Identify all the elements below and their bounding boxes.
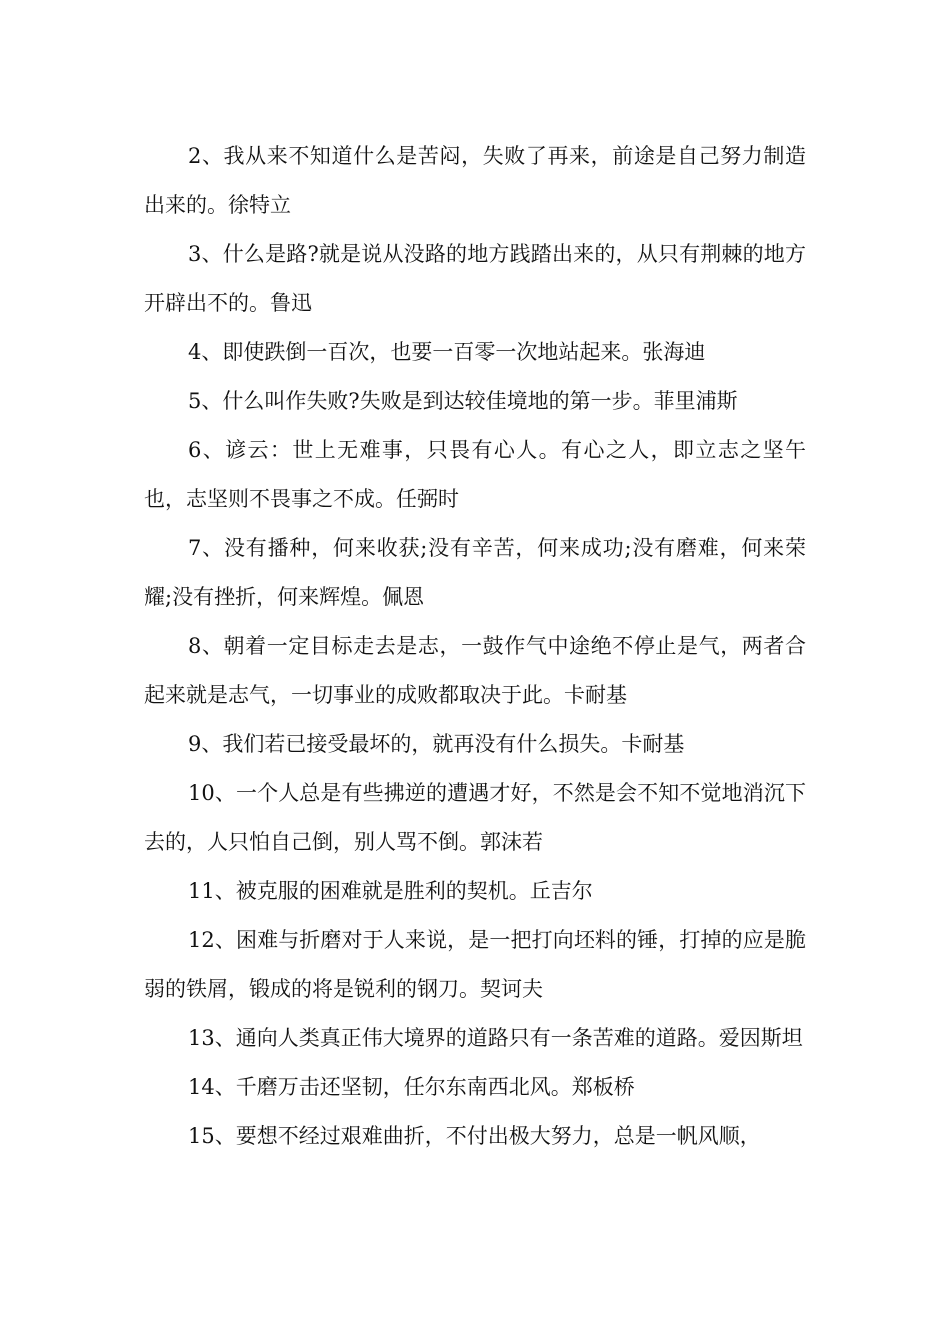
quote-paragraph-12: 12、困难与折磨对于人来说，是一把打向坯料的锤，打掉的应是脆弱的铁屑，锻成的将是锐利的钢刀。契诃夫 bbox=[144, 928, 806, 1001]
quote-paragraph-5: 5、什么叫作失败?失败是到达较佳境地的第一步。菲里浦斯 bbox=[188, 389, 738, 413]
quote-paragraph-2: 2、我从来不知道什么是苦闷，失败了再来，前途是自己努力制造出来的。徐特立 bbox=[144, 144, 806, 217]
document-body bbox=[144, 132, 806, 1161]
quote-paragraph-9: 9、我们若已接受最坏的，就再没有什么损失。卡耐基 bbox=[188, 732, 685, 756]
quote-paragraph-13: 13、通向人类真正伟大境界的道路只有一条苦难的道路。爱因斯坦 bbox=[188, 1026, 803, 1050]
quote-paragraph-3: 3、什么是路?就是说从没路的地方践踏出来的，从只有荆棘的地方开辟出不的。鲁迅 bbox=[144, 242, 806, 315]
quote-paragraph-10: 10、一个人总是有些拂逆的遭遇才好，不然是会不知不觉地消沉下去的，人只怕自己倒，别人骂不倒。郭沫若 bbox=[144, 781, 806, 854]
quote-paragraph-14: 14、千磨万击还坚韧，任尔东南西北风。郑板桥 bbox=[188, 1075, 635, 1099]
quote-paragraph-15: 15、要想不经过艰难曲折，不付出极大努力，总是一帆风顺， bbox=[188, 1124, 761, 1148]
quote-paragraph-6: 6、谚云：世上无难事，只畏有心人。有心之人，即立志之坚午也，志坚则不畏事之不成。任弼时 bbox=[144, 438, 806, 511]
quote-paragraph-11: 11、被克服的困难就是胜利的契机。丘吉尔 bbox=[188, 879, 593, 903]
quote-paragraph-8: 8、朝着一定目标走去是志，一鼓作气中途绝不停止是气，两者合起来就是志气，一切事业的成败都取决于此。卡耐基 bbox=[144, 634, 806, 707]
quote-paragraph-7: 7、没有播种，何来收获;没有辛苦，何来成功;没有磨难，何来荣耀;没有挫折，何来辉煌。佩恩 bbox=[144, 536, 806, 609]
quote-paragraph-4: 4、即使跌倒一百次，也要一百零一次地站起来。张海迪 bbox=[188, 340, 706, 364]
